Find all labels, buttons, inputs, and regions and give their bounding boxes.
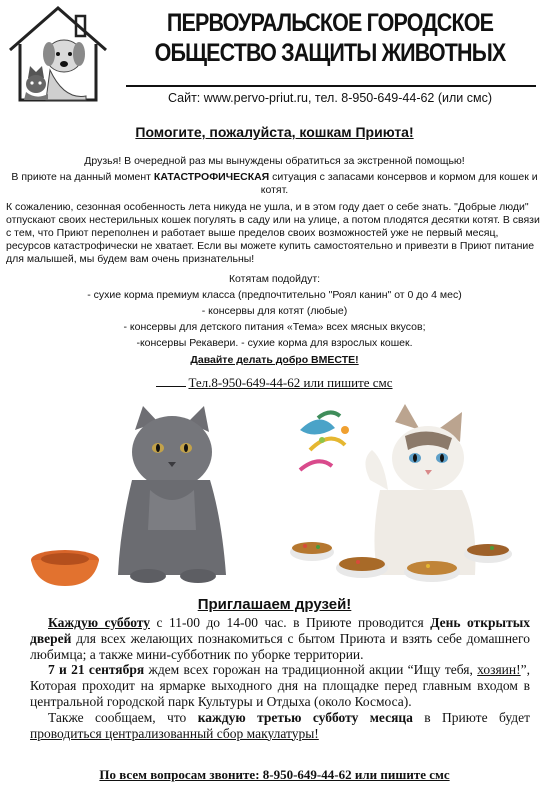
kittens-list-item: - консервы для котят (любые) xyxy=(201,305,348,318)
text-span: В приюте на данный момент xyxy=(11,171,154,184)
appeal-paragraph-2 xyxy=(6,171,543,197)
phone-line xyxy=(0,375,549,391)
org-title-line1: ПЕРВОУРАЛЬСКОЕ ГОРОДСКОЕ xyxy=(166,9,494,37)
appeal-paragraph-3: К сожалению, сезонная особенность лета никуда не ушла, и в этом году дает о себе знать. "Добрые люди" отпускают своих нестерильных кошек погулять в саду или на улице, а потом плодятся десятки котят. В связи с тем, что Приют переполнен и работает выше пределов своих возможностей уже не первый месяц, ресурсов катастрофически не хватает. Если вы можете купить самостоятельно и привезти в Приют питание для малышей, мы будем вам очень признательны! xyxy=(6,200,540,266)
kittens-list-item: - сухие корма премиум класса (предпочтительно "Роял канин" от 0 до 4 мес) xyxy=(87,288,462,301)
contact-line: Сайт: www.pervo-priut.ru, тел. 8-950-649-44-62 (или смс) xyxy=(167,91,493,105)
text-span: ”, Которая проходит на ярмарке выходного дня на площадке перед главным входом в центральной городской парк Культуры и Отдыха (около Космоса). xyxy=(30,662,531,709)
phone-suffix: или пишите смс xyxy=(300,375,393,390)
organization-title xyxy=(149,8,510,68)
together-slogan: Давайте делать добро ВМЕСТЕ! xyxy=(190,353,359,366)
text-span: ждем всех горожан на традиционной акции “Ищу тебя, xyxy=(144,662,478,678)
grey-cat-with-food-bowl xyxy=(31,406,226,586)
invite-paragraph-2 xyxy=(30,662,530,709)
text-span: для всех желающих познакомиться с бытом Приюта и взять себе домашнего любимца; а также мини-субботник по уборке территории. xyxy=(30,630,530,662)
text-span: ситуация с запасами консервов и кормом для кошек и котят. xyxy=(260,171,538,197)
header-divider xyxy=(126,85,536,87)
phone-number: Тел.8-950-649-44-62 xyxy=(188,375,301,390)
house-with-dog-and-cat-icon xyxy=(6,4,110,104)
emphasis-text: каждую третью субботу месяца xyxy=(197,709,413,725)
text-span: с 11-00 до 14-00 час. в Приюте проводится xyxy=(150,615,431,630)
invite-paragraph-3 xyxy=(30,710,530,742)
kittens-list-item: -консервы Рекавери. - сухие корма для взрослых кошек. xyxy=(136,337,413,350)
underlined-text: хозяин! xyxy=(477,662,521,678)
kittens-list-title: Котятам подойдут: xyxy=(228,272,321,285)
kittens-list-item: - консервы для детского питания «Тема» всех мясных вкусов; xyxy=(123,321,426,334)
appeal-paragraph-1: Друзья! В очередной раз мы вынуждены обратиться за экстренной помощью! xyxy=(84,155,465,167)
emphasis-text: 7 и 21 сентября xyxy=(48,662,145,678)
invite-title: Приглашаем друзей! xyxy=(197,596,352,613)
underlined-text: проводиться централизованный сбор макулатуры! xyxy=(30,725,319,741)
appeal-title: Помогите, пожалуйста, кошкам Приюта! xyxy=(135,124,414,140)
invite-body xyxy=(30,615,530,741)
appeal-body xyxy=(6,155,543,370)
text-span: в Приюте будет xyxy=(412,709,530,725)
emphasis-text: Каждую субботу xyxy=(48,615,151,630)
final-contact-line: По всем вопросам звоните: 8-950-649-44-62 или пишите смс xyxy=(99,767,450,782)
emphasis-text: КАТАСТРОФИЧЕСКАЯ xyxy=(153,171,270,184)
text-span: Также сообщаем, что xyxy=(48,709,198,725)
blank-underline xyxy=(156,386,186,387)
org-title-line2: ОБЩЕСТВО ЗАЩИТЫ ЖИВОТНЫХ xyxy=(154,39,506,67)
invite-paragraph-1 xyxy=(30,615,530,662)
photo-collage xyxy=(0,400,549,590)
header xyxy=(0,0,549,110)
emphasis-text: День открытых дверей xyxy=(30,615,530,646)
white-tabby-cat-with-food-bowls xyxy=(290,404,512,582)
